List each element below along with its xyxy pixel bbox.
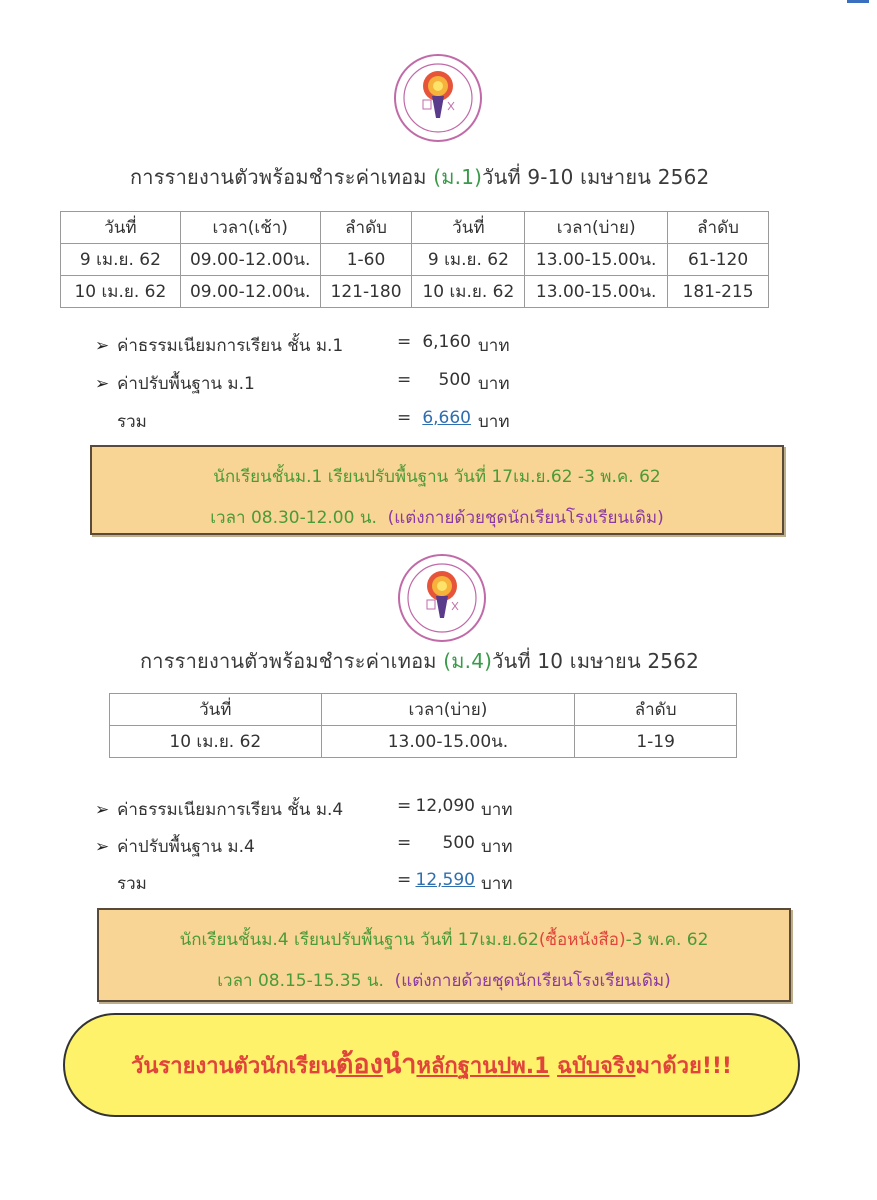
column-header: วันที่ <box>61 212 181 244</box>
corner-mark <box>847 0 869 3</box>
table-cell: 181-215 <box>668 276 769 308</box>
section1-schedule-table <box>60 211 769 308</box>
school-seal-logo <box>392 52 484 144</box>
note-line-2: เวลา 08.30-12.00 น. (แต่งกายด้วยชุดนักเรียนโรงเรียนเดิม) <box>210 508 664 528</box>
column-header: เวลา(บ่าย) <box>321 694 575 726</box>
table-cell: 10 เม.ย. 62 <box>412 276 525 308</box>
section1-title: การรายงานตัวพร้อมชำระค่าเทอม (ม.1)วันที่ 9-10 เมษายน 2562 <box>130 165 710 189</box>
table-cell: 1-19 <box>575 726 737 758</box>
bring-document-reminder-banner: วันรายงานตัวนักเรียนต้องนำหลักฐานปพ.1 ฉบับจริงมาด้วย!!! <box>63 1013 800 1117</box>
column-header: เวลา(เช้า) <box>180 212 320 244</box>
section2-schedule-table <box>109 693 737 758</box>
currency-unit: บาท <box>478 374 510 394</box>
equals-sign: = <box>397 870 412 890</box>
section2-total-row <box>95 870 555 894</box>
currency-unit: บาท <box>478 412 510 432</box>
table-cell: 10 เม.ย. 62 <box>61 276 181 308</box>
note-line-1: นักเรียนชั้นม.4 เรียนปรับพื้นฐาน วันที่ 17เม.ย.62(ซื้อหนังสือ)-3 พ.ค. 62 <box>179 930 709 950</box>
column-header: วันที่ <box>110 694 322 726</box>
currency-unit: บาท <box>481 874 513 894</box>
table-cell: 9 เม.ย. 62 <box>412 244 525 276</box>
equals-sign: = <box>397 332 412 352</box>
table-header-row <box>110 694 737 726</box>
arrow-bullet-icon: ➢ <box>95 800 110 820</box>
table-cell: 61-120 <box>668 244 769 276</box>
table-cell: 121-180 <box>320 276 412 308</box>
total-label: รวม <box>117 874 147 894</box>
table-header-row <box>61 212 769 244</box>
note-line-1: นักเรียนชั้นม.1 เรียนปรับพื้นฐาน วันที่ 17เม.ย.62 -3 พ.ค. 62 <box>213 467 661 487</box>
table-cell: 13.00-15.00น. <box>525 276 668 308</box>
column-header: ลำดับ <box>575 694 737 726</box>
currency-unit: บาท <box>481 800 513 820</box>
section1-remedial-fee-row <box>95 370 555 394</box>
column-header: เวลา(บ่าย) <box>525 212 668 244</box>
school-seal-logo <box>396 552 488 644</box>
fee-label: ค่าปรับพื้นฐาน ม.1 <box>117 374 255 394</box>
fee-label: ค่าธรรมเนียมการเรียน ชั้น ม.1 <box>117 336 344 356</box>
total-label: รวม <box>117 412 147 432</box>
arrow-bullet-icon: ➢ <box>95 837 110 857</box>
fee-amount: 6,160 <box>422 332 471 352</box>
table-row <box>110 726 737 758</box>
table-row <box>61 244 769 276</box>
section2-title: การรายงานตัวพร้อมชำระค่าเทอม (ม.4)วันที่ 10 เมษายน 2562 <box>140 649 700 673</box>
section1-tuition-fee-row <box>95 332 555 356</box>
column-header: ลำดับ <box>668 212 769 244</box>
section2-remedial-fee-row <box>95 833 555 857</box>
arrow-bullet-icon: ➢ <box>95 336 110 356</box>
currency-unit: บาท <box>478 336 510 356</box>
arrow-bullet-icon: ➢ <box>95 374 110 394</box>
fee-label: ค่าธรรมเนียมการเรียน ชั้น ม.4 <box>117 800 344 820</box>
fee-amount: 500 <box>442 833 475 853</box>
section1-total-row <box>95 408 555 432</box>
total-amount: 12,590 <box>415 870 475 890</box>
equals-sign: = <box>397 833 412 853</box>
table-cell: 13.00-15.00น. <box>321 726 575 758</box>
note-line-2: เวลา 08.15-15.35 น. (แต่งกายด้วยชุดนักเรียนโรงเรียนเดิม) <box>217 971 671 991</box>
fee-amount: 500 <box>438 370 471 390</box>
section2-remedial-class-note <box>97 908 791 1002</box>
currency-unit: บาท <box>481 837 513 857</box>
fee-amount: 12,090 <box>415 796 475 816</box>
total-amount: 6,660 <box>422 408 471 428</box>
table-cell: 09.00-12.00น. <box>180 276 320 308</box>
equals-sign: = <box>397 796 412 816</box>
section2-tuition-fee-row <box>95 796 555 820</box>
equals-sign: = <box>397 370 412 390</box>
equals-sign: = <box>397 408 412 428</box>
table-cell: 10 เม.ย. 62 <box>110 726 322 758</box>
column-header: ลำดับ <box>320 212 412 244</box>
table-cell: 9 เม.ย. 62 <box>61 244 181 276</box>
fee-label: ค่าปรับพื้นฐาน ม.4 <box>117 837 255 857</box>
table-cell: 1-60 <box>320 244 412 276</box>
table-cell: 13.00-15.00น. <box>525 244 668 276</box>
section1-remedial-class-note <box>90 445 784 535</box>
column-header: วันที่ <box>412 212 525 244</box>
table-cell: 09.00-12.00น. <box>180 244 320 276</box>
table-row <box>61 276 769 308</box>
